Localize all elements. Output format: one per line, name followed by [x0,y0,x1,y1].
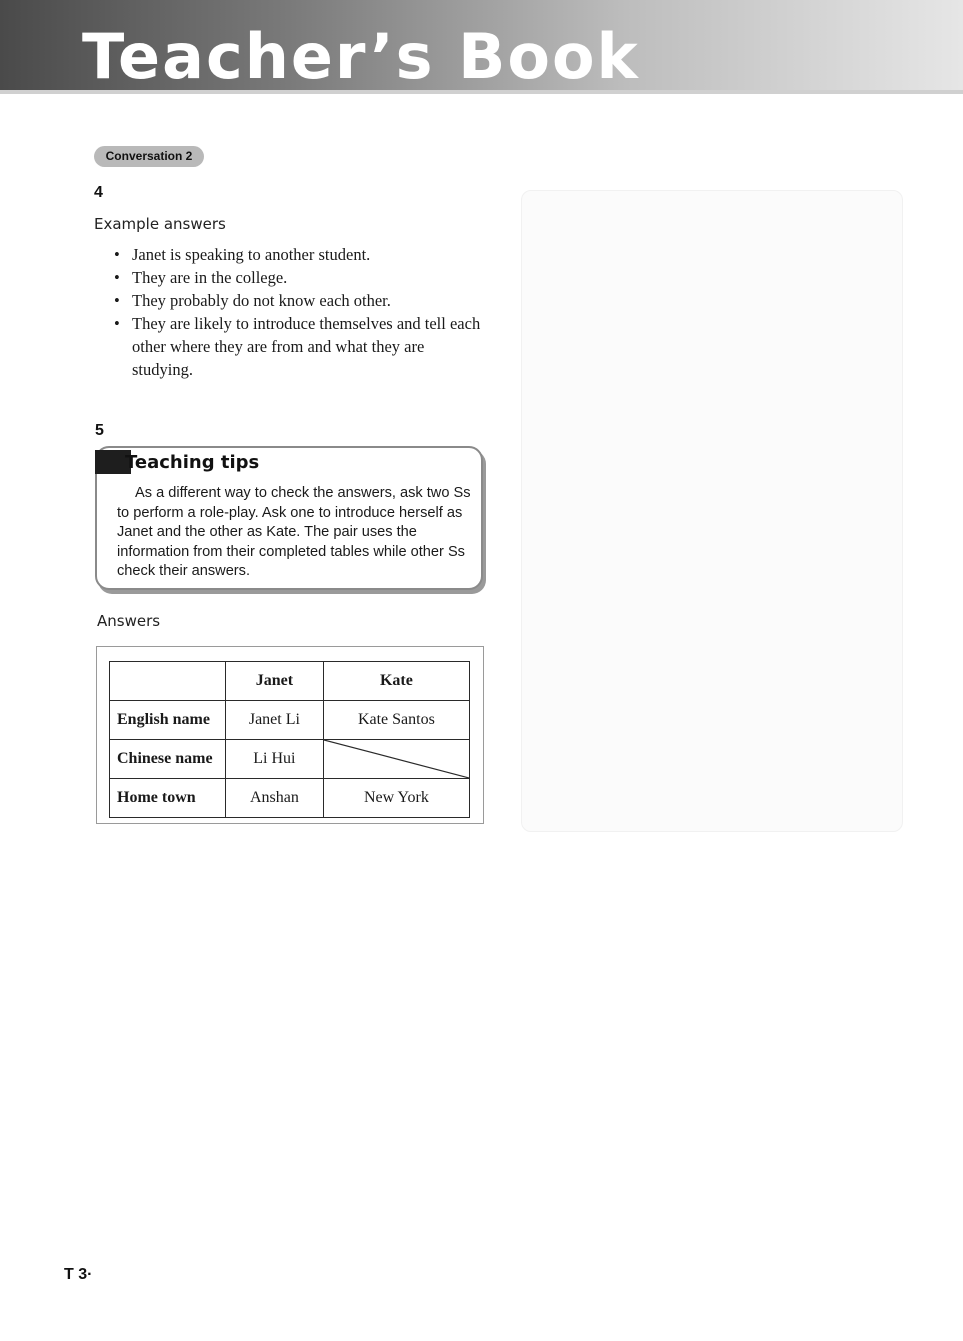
table-row [110,740,470,779]
list-item: • They are likely to introduce themselves and tell each other where they are from and what they are studying. [112,312,482,381]
table-cell: Kate Santos [323,701,469,740]
table-cell: Janet Li [226,701,324,740]
column-header-janet: Janet [226,662,324,701]
conversation-badge: Conversation 2 [94,146,204,167]
example-answers-heading: Example answers [94,215,226,233]
table-corner-cell [110,662,226,701]
row-label: Chinese name [110,740,226,779]
row-label: Home town [110,779,226,818]
answers-heading: Answers [97,612,161,630]
faded-background-panel [521,190,903,832]
list-item: • Janet is speaking to another student. [112,243,482,266]
example-answers-list [112,243,482,381]
table-cell: Li Hui [226,740,324,779]
table-row [110,779,470,818]
book-title: Teacher’s Book [82,20,640,90]
section-number-5: 5 [95,422,104,439]
column-header-kate: Kate [323,662,469,701]
diagonal-line [324,740,469,778]
header-rule [0,90,963,94]
header-band [0,0,963,90]
page-number: T 3· [64,1266,93,1283]
table-cell: New York [323,779,469,818]
row-label: English name [110,701,226,740]
table-row [110,662,470,701]
section-number-4: 4 [94,184,103,201]
list-item: • They probably do not know each other. [112,289,482,312]
empty-diagonal-cell [323,740,469,779]
teaching-tips-box [95,446,483,590]
table-row [110,701,470,740]
teaching-tips-text: As a different way to check the answers, ask two Ss to perform a role-play. Ask one to introduce herself as Janet and the other as Kate. The pair uses the information from their completed tables while other Ss check their answers. [117,485,471,580]
list-item: • They are in the college. [112,266,482,289]
teaching-tips-title: Teaching tips [125,452,260,473]
answers-table [109,661,470,818]
table-cell: Anshan [226,779,324,818]
